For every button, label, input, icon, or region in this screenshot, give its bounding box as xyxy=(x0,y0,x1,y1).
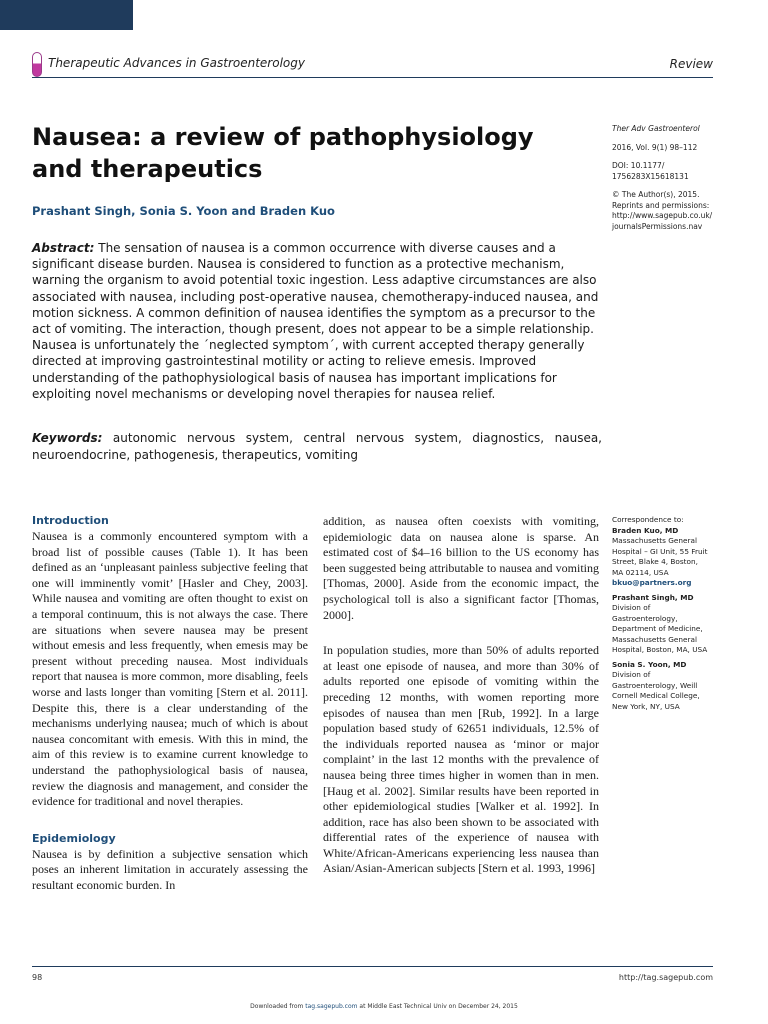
abstract-label: Abstract: xyxy=(32,241,95,255)
correspondence-label: Correspondence to: xyxy=(612,515,684,524)
download-suffix: at Middle East Technical Univ on December 24, 2015 xyxy=(357,1003,518,1010)
address-line: Massachusetts General xyxy=(612,634,697,644)
journal-url[interactable]: http://tag.sagepub.com xyxy=(618,973,713,982)
epidemiology-paragraph-continued: addition, as nausea often coexists with vomiting, epidemiologic data on nausea alone is sparse. An estimated cost of $4–16 billion to the US economy has been suggested being attributable to nausea and vomiting [Thomas, 2000]. Aside from the economic impact, the psychological toll is also a significant factor [Thomas, 2000]. xyxy=(323,514,599,622)
keywords-label: Keywords: xyxy=(32,431,103,445)
top-color-bar xyxy=(0,0,133,30)
abstract-text: The sensation of nausea is a common occurrence with diverse causes and a significant disease burden. Nausea is considered to function as a protective mechanism, warning the organism to avoid potential toxic ingestion. Less adaptive circumstances are also associated with nausea, including post-operative nausea, chemotherapy-induced nausea, and motion sickness. A common definition of nausea identifies the symptom as a precursor to the act of vomiting. The interaction, though present, does not appear to be a simple relationship. Nausea is unfortunately the ´neglected symptom´, with current accepted therapy generally directed at improving gastrointestinal motility or acting to relieve emesis. Improved understanding of the pathophysiological basis of nausea has important implications for exploiting novel mechanisms or developing novel therapies for nausea relief. xyxy=(32,241,599,401)
correspondence-email[interactable]: bkuo@partners.org xyxy=(612,578,692,587)
keywords-text: autonomic nervous system, central nervous system, diagnostics, nausea, neuroendocrine, pathogenesis, therapeutics, vomiting xyxy=(32,431,602,462)
journal-name: Therapeutic Advances in Gastroenterology xyxy=(48,56,305,70)
epidemiology-paragraph: Nausea is by definition a subjective sensation which poses an inherent limitation in accurately assessing the resultant economic burden. In xyxy=(32,846,308,892)
copyright: © The Author(s), 2015. xyxy=(612,190,700,199)
doi-number: 1756283X15618131 xyxy=(612,171,689,181)
reprints-url-path[interactable]: journalsPermissions.nav xyxy=(612,221,703,231)
section-label: Review xyxy=(669,57,713,71)
address-line: New York, NY, USA xyxy=(612,701,680,711)
doi-label: DOI: 10.1177/ xyxy=(612,161,665,170)
introduction-paragraph: Nausea is a commonly encountered symptom with a broad list of possible causes (Table 1). It has been defined as an ‘unpleasant painless subjective feeling that one will imminently vomit’ [Hasler and Chey, 2003]. While nausea and vomiting are often thought to exist on a temporal continuum, this is not always the case. There are situations when severe nausea may be present without emesis and less frequently, when emesis may be present without preceding nausea. Most individuals report that nausea is more common, more disabling, feels worse and lasts longer than vomiting [Stern et al. 2011]. Despite this, there is a clear understanding of the mechanisms underlying nausea; much of which is about nausea concomitant with emesis. With this in mind, the aim of this review is to examine current knowledge to understand the pathophysiological basis of nausea, review the diagnosis and management, and consider the evidence for traditional and novel therapies. xyxy=(32,529,308,809)
citation: 2016, Vol. 9(1) 98–112 xyxy=(612,142,698,152)
address-line: Division of xyxy=(612,603,651,612)
address-line: Cornell Medical College, xyxy=(612,691,700,700)
address-line: Hospital – GI Unit, 55 Fruit xyxy=(612,546,708,556)
journal-logo-icon xyxy=(32,52,42,77)
address-line: Gastroenterology, xyxy=(612,613,678,623)
reprints-label: Reprints and permissions: xyxy=(612,200,710,210)
header-divider xyxy=(32,77,713,78)
address-line: Gastroenterology, Weill xyxy=(612,680,698,690)
keywords xyxy=(32,430,602,463)
article-metadata xyxy=(612,124,742,232)
correspondence-block xyxy=(612,515,742,712)
download-prefix: Downloaded from xyxy=(250,1003,306,1010)
download-notice xyxy=(0,1003,768,1010)
address-line: Department of Medicine, xyxy=(612,624,703,633)
footer-divider xyxy=(32,966,713,967)
address-line: Street, Blake 4, Boston, xyxy=(612,557,698,566)
author-list: Prashant Singh, Sonia S. Yoon and Braden Kuo xyxy=(32,204,335,218)
body-column-left xyxy=(32,514,308,893)
correspondence-name-kuo: Braden Kuo, MD xyxy=(612,525,679,535)
reprints-url[interactable]: http://www.sagepub.co.uk/ xyxy=(612,211,713,220)
correspondence-name-yoon: Sonia S. Yoon, MD xyxy=(612,659,687,669)
address-line: MA 02114, USA xyxy=(612,567,669,577)
introduction-heading: Introduction xyxy=(32,514,109,527)
correspondence-name-singh: Prashant Singh, MD xyxy=(612,592,694,602)
address-line: Hospital, Boston, MA, USA xyxy=(612,645,708,654)
population-studies-paragraph: In population studies, more than 50% of adults reported at least one episode of nausea, and more than 30% of adults reported one episode of vomiting within the preceding 12 months, with women reporting more episodes of nausea than men [Rub, 1992]. In a large population based study of 62651 individuals, 12.5% of the individuals reported nausea as ‘minor or major complaint’ in the last 12 months with the prevalence of nausea being three times higher in women than in men. [Haug et al. 2002]. Similar results have been reported in other epidemiological studies [Walker et al. 1992]. In addition, race has also been shown to be associated with differential rates of the experience of nausea with White/African-Americans experiencing less nausea than Asian/Asian-American subjects [Stern et al. 1993, 1996] xyxy=(323,643,599,876)
body-column-right xyxy=(323,514,599,877)
article-title: Nausea: a review of pathophysiology and therapeutics xyxy=(32,123,534,183)
address-line: Division of xyxy=(612,670,651,679)
journal-abbreviation: Ther Adv Gastroenterol xyxy=(612,124,700,133)
epidemiology-heading: Epidemiology xyxy=(32,831,116,845)
abstract xyxy=(32,240,602,402)
download-link[interactable]: tag.sagepub.com xyxy=(305,1003,358,1010)
page-number: 98 xyxy=(32,973,43,982)
address-line: Massachusetts General xyxy=(612,536,697,545)
